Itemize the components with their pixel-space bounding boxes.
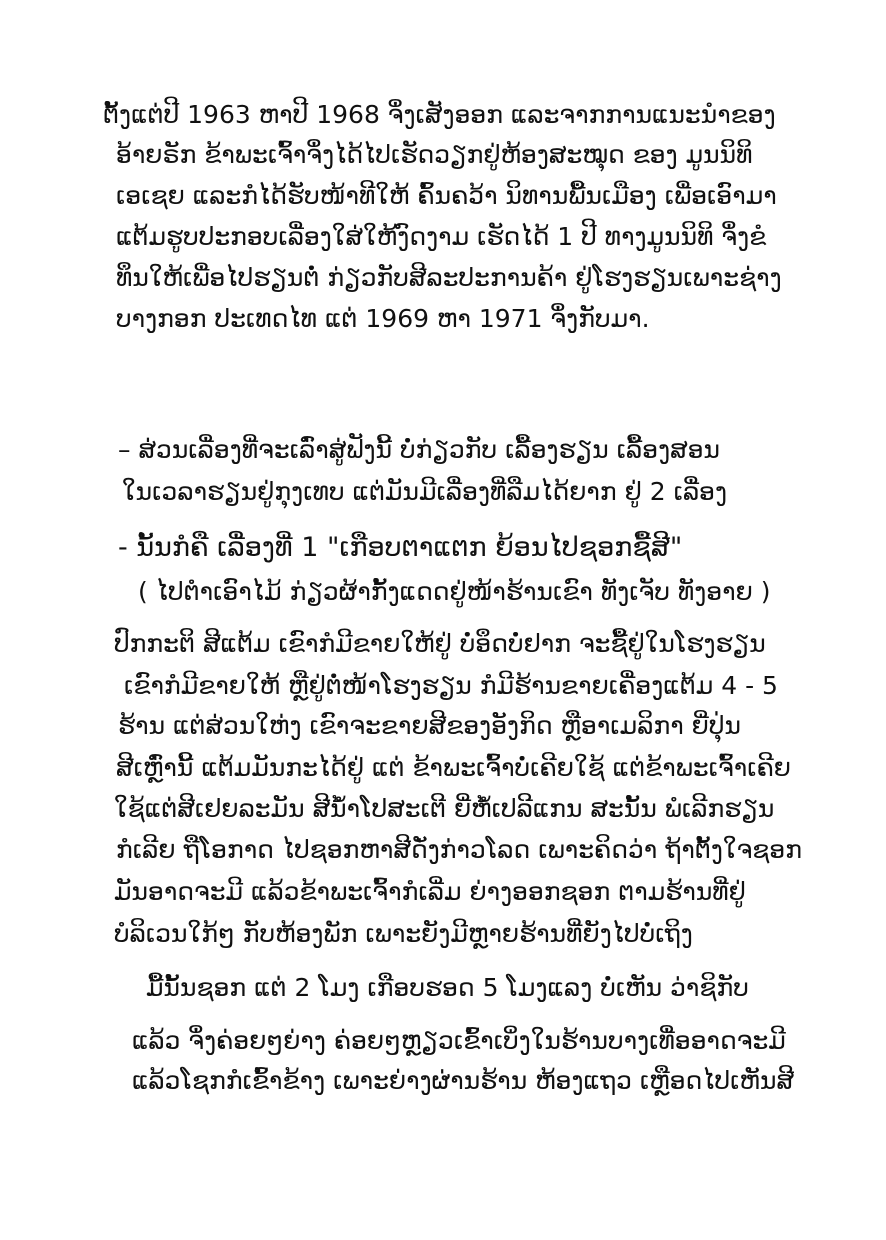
paragraph-3-line-1: ປົກກະຕິ ສີແຕ້ມ ເຂົາກໍມີຂາຍໃຫ້ຢູ່ ບໍ່ອຶດບໍ່ຢາກ ຈະຊື້ຢູ່ໃນໂຮງຮຽນ xyxy=(114,629,766,658)
paragraph-3-line-3: ຮ້ານ ແຕ່ສ່ວນໃຫ່ງ ເຂົາຈະຂາຍສີຂອງອັງກິດ ຫຼືອາເມລິກາ ຍີ່ປຸ່ນ xyxy=(118,711,741,740)
paragraph-1-line-6: ບາງກອກ ປະເທດໄທ ແຕ່ 1969 ຫາ 1971 ຈຶ່ງກັບມາ. xyxy=(116,304,650,333)
paragraph-1-line-4: ແຕ້ມຮູບປະກອບເລື່ອງໃສ່ໃຫ້ງົດງາມ ເຮັດໄດ້ 1 ປີ ທາງມູນນິທິ ຈຶ່ງຂໍ xyxy=(116,222,767,251)
paragraph-1-line-2: ອ້າຍຣັກ ຂ້າພະເຈົ້າຈຶ່ງໄດ້ໄປເຮັດວຽກຢູ່ຫ້ອງສະໝຸດ ຂອງ ມູນນິທິ xyxy=(116,140,753,169)
paragraph-1-line-5: ທຶນໃຫ້ເພື່ອໄປຮຽນຕໍ່ ກ່ຽວກັບສີລະປະການຄ້າ ຢູ່ໂຮງຮຽນເພາະຊ່າງ xyxy=(116,263,782,292)
paragraph-2-line-1: – ສ່ວນເລື່ອງທີ່ຈະເລົ່າສູ່ຟັງນີ້ ບໍ່ກ່ຽວກັບ ເລື້ອງຮຽນ ເລື້ອງສອນ xyxy=(118,435,721,464)
paragraph-3-line-6: ກໍເລີຍ ຖືໂອກາດ ໄປຊອກຫາສີດັ່ງກ່າວໂລດ ເພາະຄິດວ່າ ຖ້າຕັ້ງໃຈຊອກ xyxy=(116,835,802,864)
paragraph-4-line-1: ມື້ນັ້ນຊອກ ແຕ່ 2 ໂມງ ເກືອບຮອດ 5 ໂມງແລງ ບໍ່ເຫັນ ວ່າຊິກັບ xyxy=(146,973,749,1002)
paragraph-3-line-2: ເຂົາກໍມີຂາຍໃຫ້ ຫຼືຢູ່ຕໍ່ໜ້າໂຮງຮຽນ ກໍມີຮ້ານຂາຍເຄື່ອງແຕ້ມ 4 - 5 xyxy=(124,671,778,700)
paragraph-3-line-7: ມັນອາດຈະມີ ແລ້ວຂ້າພະເຈົ້າກໍເລີ່ມ ຍ່າງອອກຊອກ ຕາມຮ້ານທີ່ຢູ່ xyxy=(114,877,746,906)
paragraph-3-line-5: ໃຊ້ແຕ່ສີເຢຍລະມັນ ສີນ້ຳໂປສະເຕີ ຍີ່ຫໍ້ເປລີແກນ ສະນັ້ນ ພໍເລີກຮຽນ xyxy=(114,794,775,823)
paragraph-3-line-8: ບໍລິເວນໃກ້ໆ ກັບຫ້ອງພັກ ເພາະຍັງມີຫຼາຍຮ້ານທີ່ຍັງໄປບໍ່ເຖິງ xyxy=(114,919,693,948)
paragraph-1-line-3: ເອເຊຍ ແລະກໍໄດ້ຮັບໜ້າທີໃຫ້ ຄົ້ນຄວ້າ ນິທານພື້ນເມືອງ ເພື່ອເອົາມາ xyxy=(116,181,777,210)
paragraph-1-line-1: ຕັ້ງແຕ່ປີ 1963 ຫາປີ 1968 ຈຶ່ງເສັງອອກ ແລະຈາກການແນະນຳຂອງ xyxy=(103,100,776,129)
paragraph-2-line-2: ໃນເວລາຮຽນຢູ່ກຸງເທບ ແຕ່ມັນມີເລື່ອງທີ່ລືມໄດ້ຍາກ ຢູ່ 2 ເລື່ອງ xyxy=(122,477,728,506)
paragraph-4-line-2: ແລ້ວ ຈຶ່ງຄ່ອຍໆຍ່າງ ຄ່ອຍໆຫຼຽວເຂົ້າເບິ່ງໃນຮ້ານບາງເທື່ອອາດຈະມີ xyxy=(132,1026,786,1055)
paragraph-3-line-4: ສີເຫຼົ່ານີ້ ແຕ້ມມັນກະໄດ້ຢູ່ ແຕ່ ຂ້າພະເຈົ້າບໍ່ເຄີຍໃຊ້ ແຕ່ຂ້າພະເຈົ້າເຄີຍ xyxy=(116,753,791,782)
story-subtitle: ( ໄປຕຳເອົາໄມ້ ກ່ຽວຜ້າກັ້ງແດດຢູ່ໜ້າຮ້ານເຂົາ ທັງເຈັບ ທັງອາຍ ) xyxy=(138,577,771,606)
paragraph-4-line-3: ແລ້ວໂຊກກໍເຂົ້າຂ້າງ ເພາະຍ່າງຜ່ານຮ້ານ ຫ້ອງແຖວ ເຫຼືອດໄປເຫັນສີ xyxy=(132,1066,795,1095)
story-title: - ນັ້ນກໍຄື ເລື່ອງທີ່ 1 "ເກືອບຕາແຕກ ຍ້ອນໄປຊອກຊື້ສີ" xyxy=(118,532,683,563)
